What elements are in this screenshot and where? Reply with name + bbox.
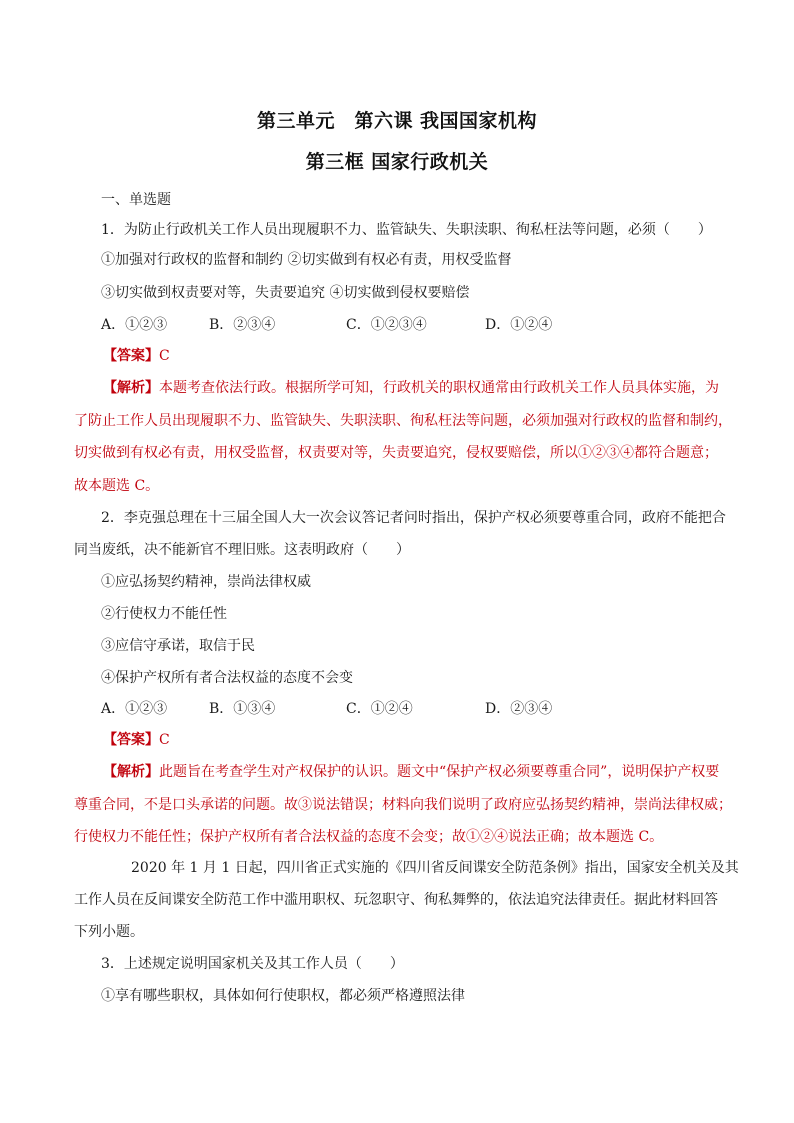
- question-1-option-c: C．①②③④: [346, 317, 427, 333]
- question-2-analysis-line: 尊重合同，不是口头承诺的问题。故③说法错误；材料向我们说明了政府应弘扬契约精神，崇尚法律权威；: [74, 797, 732, 813]
- answer-value: C: [159, 732, 170, 748]
- analysis-label: 【解析】: [103, 764, 159, 780]
- question-2-option-b: B．①③④: [209, 701, 276, 717]
- question-1-option-d: D．①②④: [485, 317, 553, 333]
- question-2-analysis-line: 【解析】此题旨在考查学生对产权保护的认识。题文中“保护产权必须要尊重合同”，说明保护产权要: [103, 764, 720, 780]
- page-title: 第三单元 第六课 我国国家机构: [256, 110, 538, 132]
- question-2-option-a: A．①②③: [101, 701, 168, 717]
- question-2-option-d: D．②③④: [485, 701, 553, 717]
- material-line: 2020 年 1 月 1 日起，四川省正式实施的《四川省反间谍安全防范条例》指出，国家安全机关及其: [131, 860, 739, 876]
- question-1-analysis-line: 了防止工作人员出现履职不力、监管缺失、失职渎职、徇私枉法等问题，必须加强对行政权的监督和制约，: [74, 413, 732, 429]
- question-1-item: ③切实做到权责要对等，失责要追究 ④切实做到侵权要赔偿: [101, 285, 470, 301]
- answer-value: C: [159, 348, 170, 364]
- question-3-item: ①享有哪些职权，具体如何行使职权，都必须严格遵照法律: [101, 988, 465, 1004]
- analysis-label: 【解析】: [103, 380, 159, 396]
- question-2-item: ③应信守承诺，取信于民: [101, 638, 255, 654]
- answer-label: 【答案】: [103, 348, 159, 364]
- question-2-item: ①应弘扬契约精神，崇尚法律权威: [101, 574, 311, 590]
- section-heading: 一、单选题: [101, 192, 171, 208]
- material-line: 下列小题。: [74, 924, 144, 940]
- question-1-item: ①加强对行政权的监督和制约 ②切实做到有权必有责，用权受监督: [101, 252, 512, 268]
- question-1-stem: 1．为防止行政机关工作人员出现履职不力、监管缺失、失职渎职、徇私枉法等问题，必须（ ）: [101, 222, 712, 238]
- question-2-option-c: C．①②④: [346, 701, 413, 717]
- question-2-item: ④保护产权所有者合法权益的态度不会变: [101, 670, 353, 686]
- question-2-analysis-line: 行使权力不能任性；保护产权所有者合法权益的态度不会变；故①②④说法正确；故本题选 C。: [74, 829, 664, 845]
- question-1-analysis-line: 【解析】本题考查依法行政。根据所学可知，行政机关的职权通常由行政机关工作人员具体实施，为: [103, 380, 719, 396]
- question-1-answer: [103, 346, 703, 366]
- page-subtitle: 第三框 国家行政机关: [305, 151, 489, 173]
- question-2-stem: 同当废纸，决不能新官不理旧账。这表明政府（ ）: [74, 542, 410, 558]
- material-line: 工作人员在反间谍安全防范工作中滥用职权、玩忽职守、徇私舞弊的，依法追究法律责任。据此材料回答: [74, 892, 718, 908]
- question-3-stem: 3．上述规定说明国家机关及其工作人员（ ）: [101, 956, 404, 972]
- question-1-analysis-line: 切实做到有权必有责，用权受监督，权责要对等，失责要追究，侵权要赔偿，所以①②③④都符合题意；: [74, 445, 718, 461]
- question-1-analysis-line: 故本题选 C。: [74, 478, 160, 494]
- question-1-option-a: A．①②③: [101, 317, 168, 333]
- answer-label: 【答案】: [103, 732, 159, 748]
- question-1-option-b: B．②③④: [209, 317, 276, 333]
- question-2-item: ②行使权力不能任性: [101, 606, 227, 622]
- question-2-answer: [103, 730, 703, 750]
- question-2-stem: 2．李克强总理在十三届全国人大一次会议答记者问时指出，保护产权必须要尊重合同，政府不能把合: [101, 510, 726, 526]
